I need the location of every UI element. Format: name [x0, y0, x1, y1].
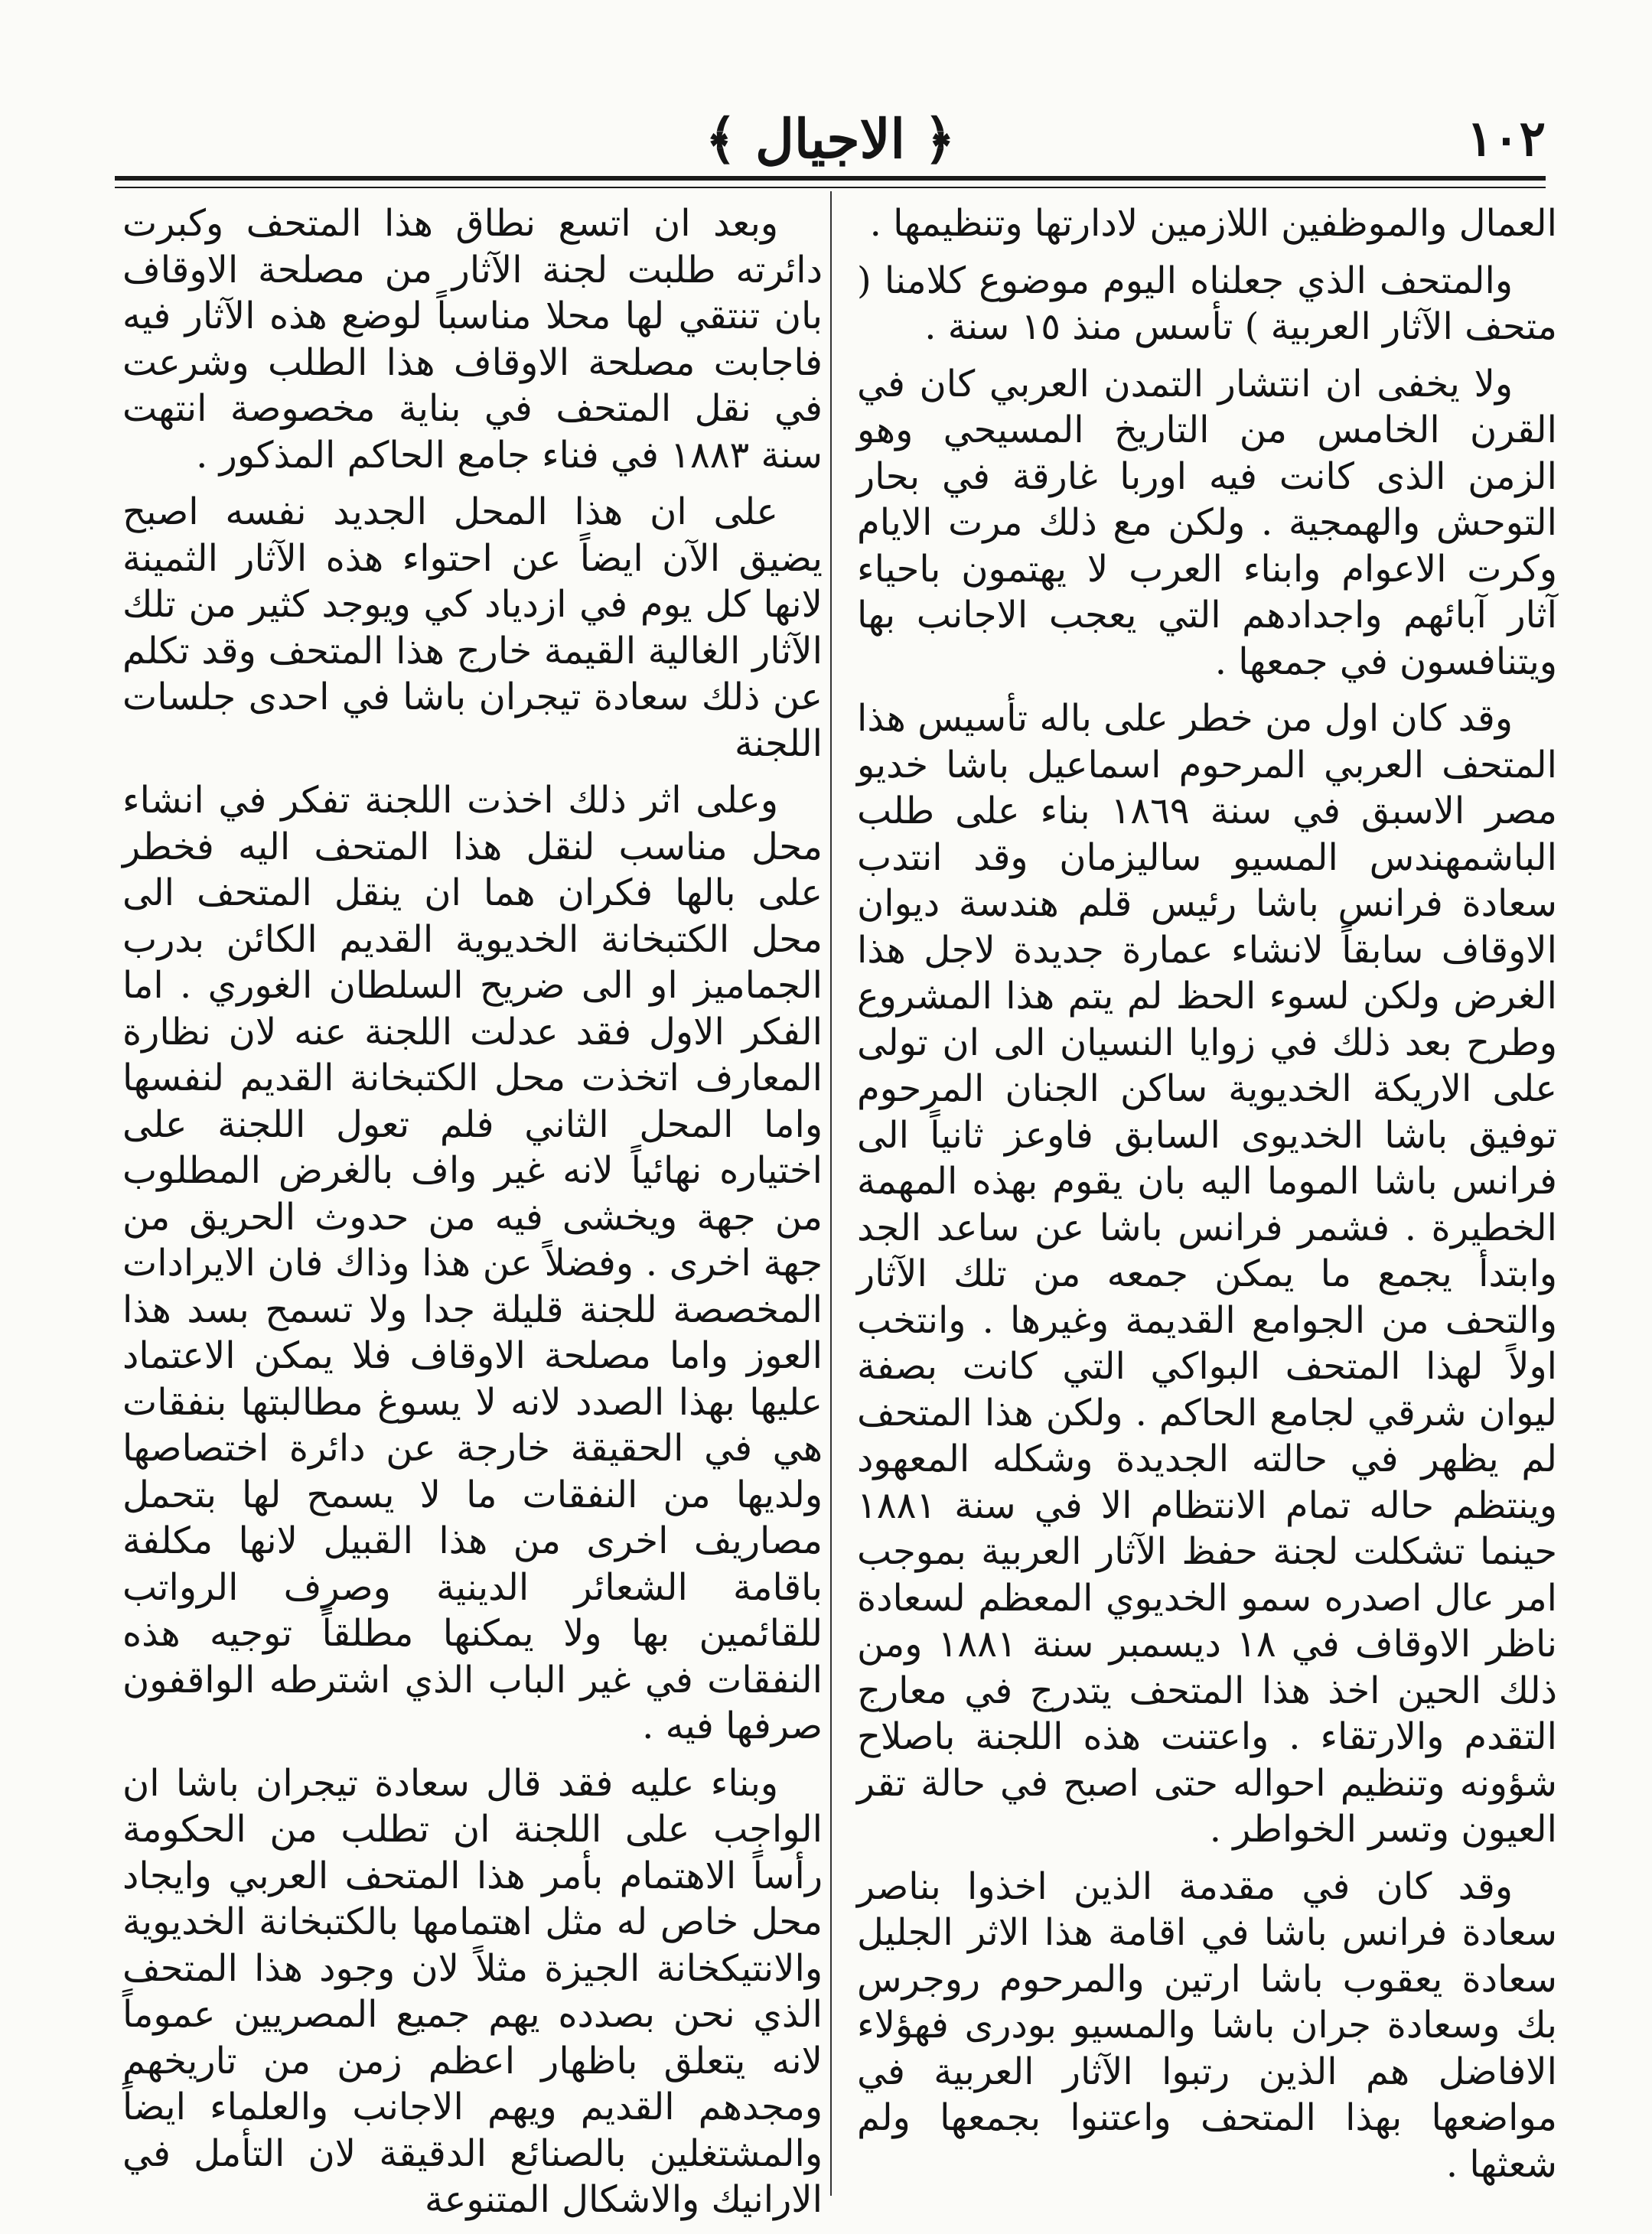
paragraph: وقد كان في مقدمة الذين اخذوا بناصر سعادة فرانس باشا في اقامة هذا الاثر الجليل سعادة يعقوب باشا ارتين والمرحوم روجرس بك وسعادة جران باشا والمسيو بودرى فهؤلاء الافاضل هم الذين رتبوا الآثار العربية في مواضعها بهذا المتحف واعتنوا بجمعها ولم شعثها .: [857, 1864, 1557, 2186]
page-number: ١٠٢: [1466, 110, 1546, 168]
running-title: ﴿ الاجيال ﴾: [705, 107, 956, 171]
paragraph: على ان هذا المحل الجديد نفسه اصبح يضيق الآن ايضاً عن احتواء هذه الآثار الثمينة لانها كل يوم في ازدياد كي ويوجد كثير من تلك الآثار الغالية القيمة خارج هذا المتحف وقد تكلم عن ذلك سعادة تيجران باشا في احدى جلسات اللجنة: [122, 490, 823, 765]
paragraph: وبناء عليه فقد قال سعادة تيجران باشا ان الواجب على اللجنة ان تطلب من الحكومة رأساً الاهتمام بأمر هذا المتحف العربي وايجاد محل خاص له مثل اهتمامها بالكتبخانة الخديوية والانتيكخانة الجيزة مثلاً لان وجود هذا المتحف الذي نحن بصدده يهم جميع المصريين عموماً لانه يتعلق باظهار اعظم زمن من تاريخهم ومجدهم القديم ويهم الاجانب والعلماء ايضاً والمشتغلين بالصنائع الدقيقة لان التأمل في الارانيك والاشكال المتنوعة: [122, 1761, 823, 2221]
column-divider: [830, 191, 832, 2196]
right-column: [857, 200, 1557, 2198]
paragraph: والمتحف الذي جعلناه اليوم موضوع كلامنا ( متحف الآثار العربية ) تأسس منذ ١٥ سنة .: [857, 259, 1557, 348]
paragraph: ولا يخفى ان انتشار التمدن العربي كان في القرن الخامس من التاريخ المسيحي وهو الزمن الذى كانت فيه اوربا غارقة في بحار التوحش والهمجية . ولكن مع ذلك مرت الايام وكرت الاعوام وابناء العرب لا يهتمون باحياء آثار آبائهم واجدادهم التي يعجب الاجانب بها ويتنافسون في جمعها .: [857, 362, 1557, 683]
page-header: [115, 107, 1546, 171]
paragraph: وعلى اثر ذلك اخذت اللجنة تفكر في انشاء محل مناسب لنقل هذا المتحف اليه فخطر على بالها فكران هما ان ينقل المتحف الى محل الكتبخانة الخديوية القديم الكائن بدرب الجماميز او الى ضريح السلطان الغوري . اما الفكر الاول فقد عدلت اللجنة عنه لان نظارة المعارف اتخذت محل الكتبخانة القديم لنفسها واما المحل الثاني فلم تعول اللجنة على اختياره نهائياً لانه غير واف بالغرض المطلوب من جهة ويخشى فيه من حدوث الحريق من جهة اخرى . وفضلاً عن هذا وذاك فان الايرادات المخصصة للجنة قليلة جدا ولا تسمح بسد هذا العوز واما مصلحة الاوقاف فلا يمكن الاعتماد عليها بهذا الصدد لانه لا يسوغ مطالبتها بنفقات هي في الحقيقة خارجة عن دائرة اختصاصها ولديها من النفقات ما لا يسمح لها بتحمل مصاريف اخرى من هذا القبيل لانها مكلفة باقامة الشعائر الدينية وصرف الرواتب للقائمين بها ولا يمكنها مطلقاً توجيه هذه النفقات في غير الباب الذي اشترطه الواقفون صرفها فيه .: [122, 779, 823, 1747]
left-column: [122, 200, 823, 2234]
header-rule-thick: [115, 176, 1546, 181]
paragraph: العمال والموظفين اللازمين لادارتها وتنظيمها .: [869, 202, 1557, 245]
paragraph: وبعد ان اتسع نطاق هذا المتحف وكبرت دائرته طلبت لجنة الآثار من مصلحة الاوقاف بان تنتقي لها محلا مناسباً لوضع هذه الآثار فيه فاجابت مصلحة الاوقاف هذا الطلب وشرعت في نقل المتحف في بناية مخصوصة انتهت سنة ١٨٨٣ في فناء جامع الحاكم المذكور .: [122, 202, 823, 477]
paragraph: وقد كان اول من خطر على باله تأسيس هذا المتحف العربي المرحوم اسماعيل باشا خديو مصر الاسبق في سنة ١٨٦٩ بناء على طلب الباشمهندس المسيو ساليزمان وقد انتدب سعادة فرانس باشا رئيس قلم هندسة ديوان الاوقاف سابقاً لانشاء عمارة جديدة لاجل هذا الغرض ولكن لسوء الحظ لم يتم هذا المشروع وطرح بعد ذلك في زوايا النسيان الى ان تولى على الاريكة الخديوية ساكن الجنان المرحوم توفيق باشا الخديوى السابق فاوعز ثانياً الى فرانس باشا الموما اليه بان يقوم بهذه المهمة الخطيرة . فشمر فرانس باشا عن ساعد الجد وابتدأ يجمع ما يمكن جمعه من تلك الآثار والتحف من الجوامع القديمة وغيرها . وانتخب اولاً لهذا المتحف البواكي التي كانت بصفة ليوان شرقي لجامع الحاكم . ولكن هذا المتحف لم يظهر في حالته الجديدة وشكله المعهود وينتظم حاله تمام الانتظام الا في سنة ١٨٨١ حينما تشكلت لجنة حفظ الآثار العربية بموجب امر عال اصدره سمو الخديوي المعظم لسعادة ناظر الاوقاف في ١٨ ديسمبر سنة ١٨٨١ ومن ذلك الحين اخذ هذا المتحف يتدرج في معارج التقدم والارتقاء . واعتنت هذه اللجنة باصلاح شؤونه وتنظيم احواله حتى اصبح في حالة تقر العيون وتسر الخواطر .: [857, 697, 1558, 1851]
header-rule-thin: [115, 187, 1546, 188]
